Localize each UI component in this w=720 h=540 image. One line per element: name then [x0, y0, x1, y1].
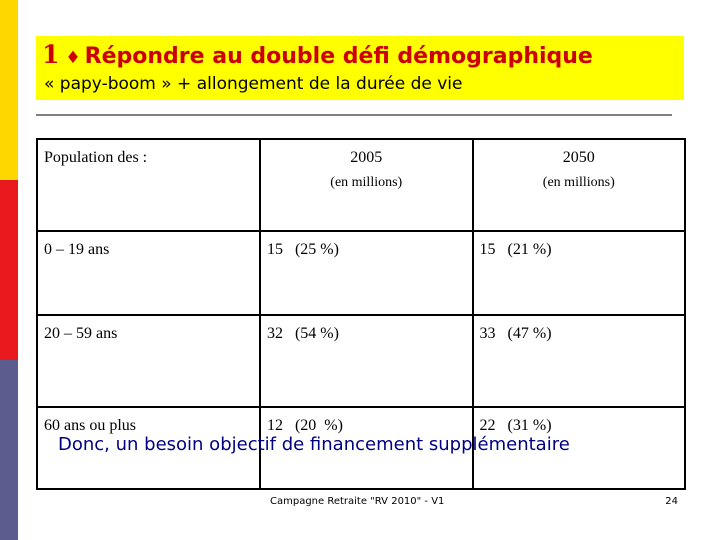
value-cell-2005	[260, 231, 473, 315]
left-strip-yellow	[0, 0, 18, 180]
age-cell: 0 – 19 ans	[37, 231, 260, 315]
slide-subtitle: « papy-boom » + allongement de la durée de vie	[44, 74, 463, 94]
value-text: 15 (21 %)	[479, 241, 552, 258]
value-cell-2050	[473, 315, 685, 407]
header-cell-2050	[473, 139, 685, 231]
value-text: 32 (54 %)	[266, 325, 339, 342]
header-cell-2005	[260, 139, 473, 231]
page-number: 24	[665, 496, 678, 507]
footer-text: Campagne Retraite "RV 2010" - V1	[270, 496, 445, 507]
header-year: 2050	[562, 149, 595, 166]
table-header-row	[37, 139, 685, 231]
title-text: Répondre au double défi démographique	[84, 44, 593, 69]
value-cell-2005	[260, 315, 473, 407]
title-box	[36, 36, 684, 100]
left-strip-slate	[0, 360, 18, 540]
title-number: 1	[42, 40, 60, 69]
table-row	[37, 231, 685, 315]
table-row	[37, 315, 685, 407]
value-text: 22 (31 %)	[479, 417, 552, 434]
age-cell: 20 – 59 ans	[37, 315, 260, 407]
diamond-bullet-icon: ♦	[65, 48, 81, 68]
slide-title	[42, 40, 593, 69]
value-text: 15 (25 %)	[266, 241, 339, 258]
value-text: 12 (20 %)	[266, 417, 343, 434]
header-label-cell: Population des :	[37, 139, 260, 231]
header-unit: (en millions)	[542, 175, 615, 190]
age-cell: 60 ans ou plus	[37, 407, 260, 489]
left-strip-red	[0, 180, 18, 360]
divider-rule	[36, 114, 672, 116]
conclusion-text: Donc, un besoin objectif de financement supplémentaire	[58, 434, 570, 455]
value-text: 33 (47 %)	[479, 325, 552, 342]
header-unit: (en millions)	[330, 175, 403, 190]
value-cell-2050	[473, 231, 685, 315]
header-year: 2005	[350, 149, 383, 166]
